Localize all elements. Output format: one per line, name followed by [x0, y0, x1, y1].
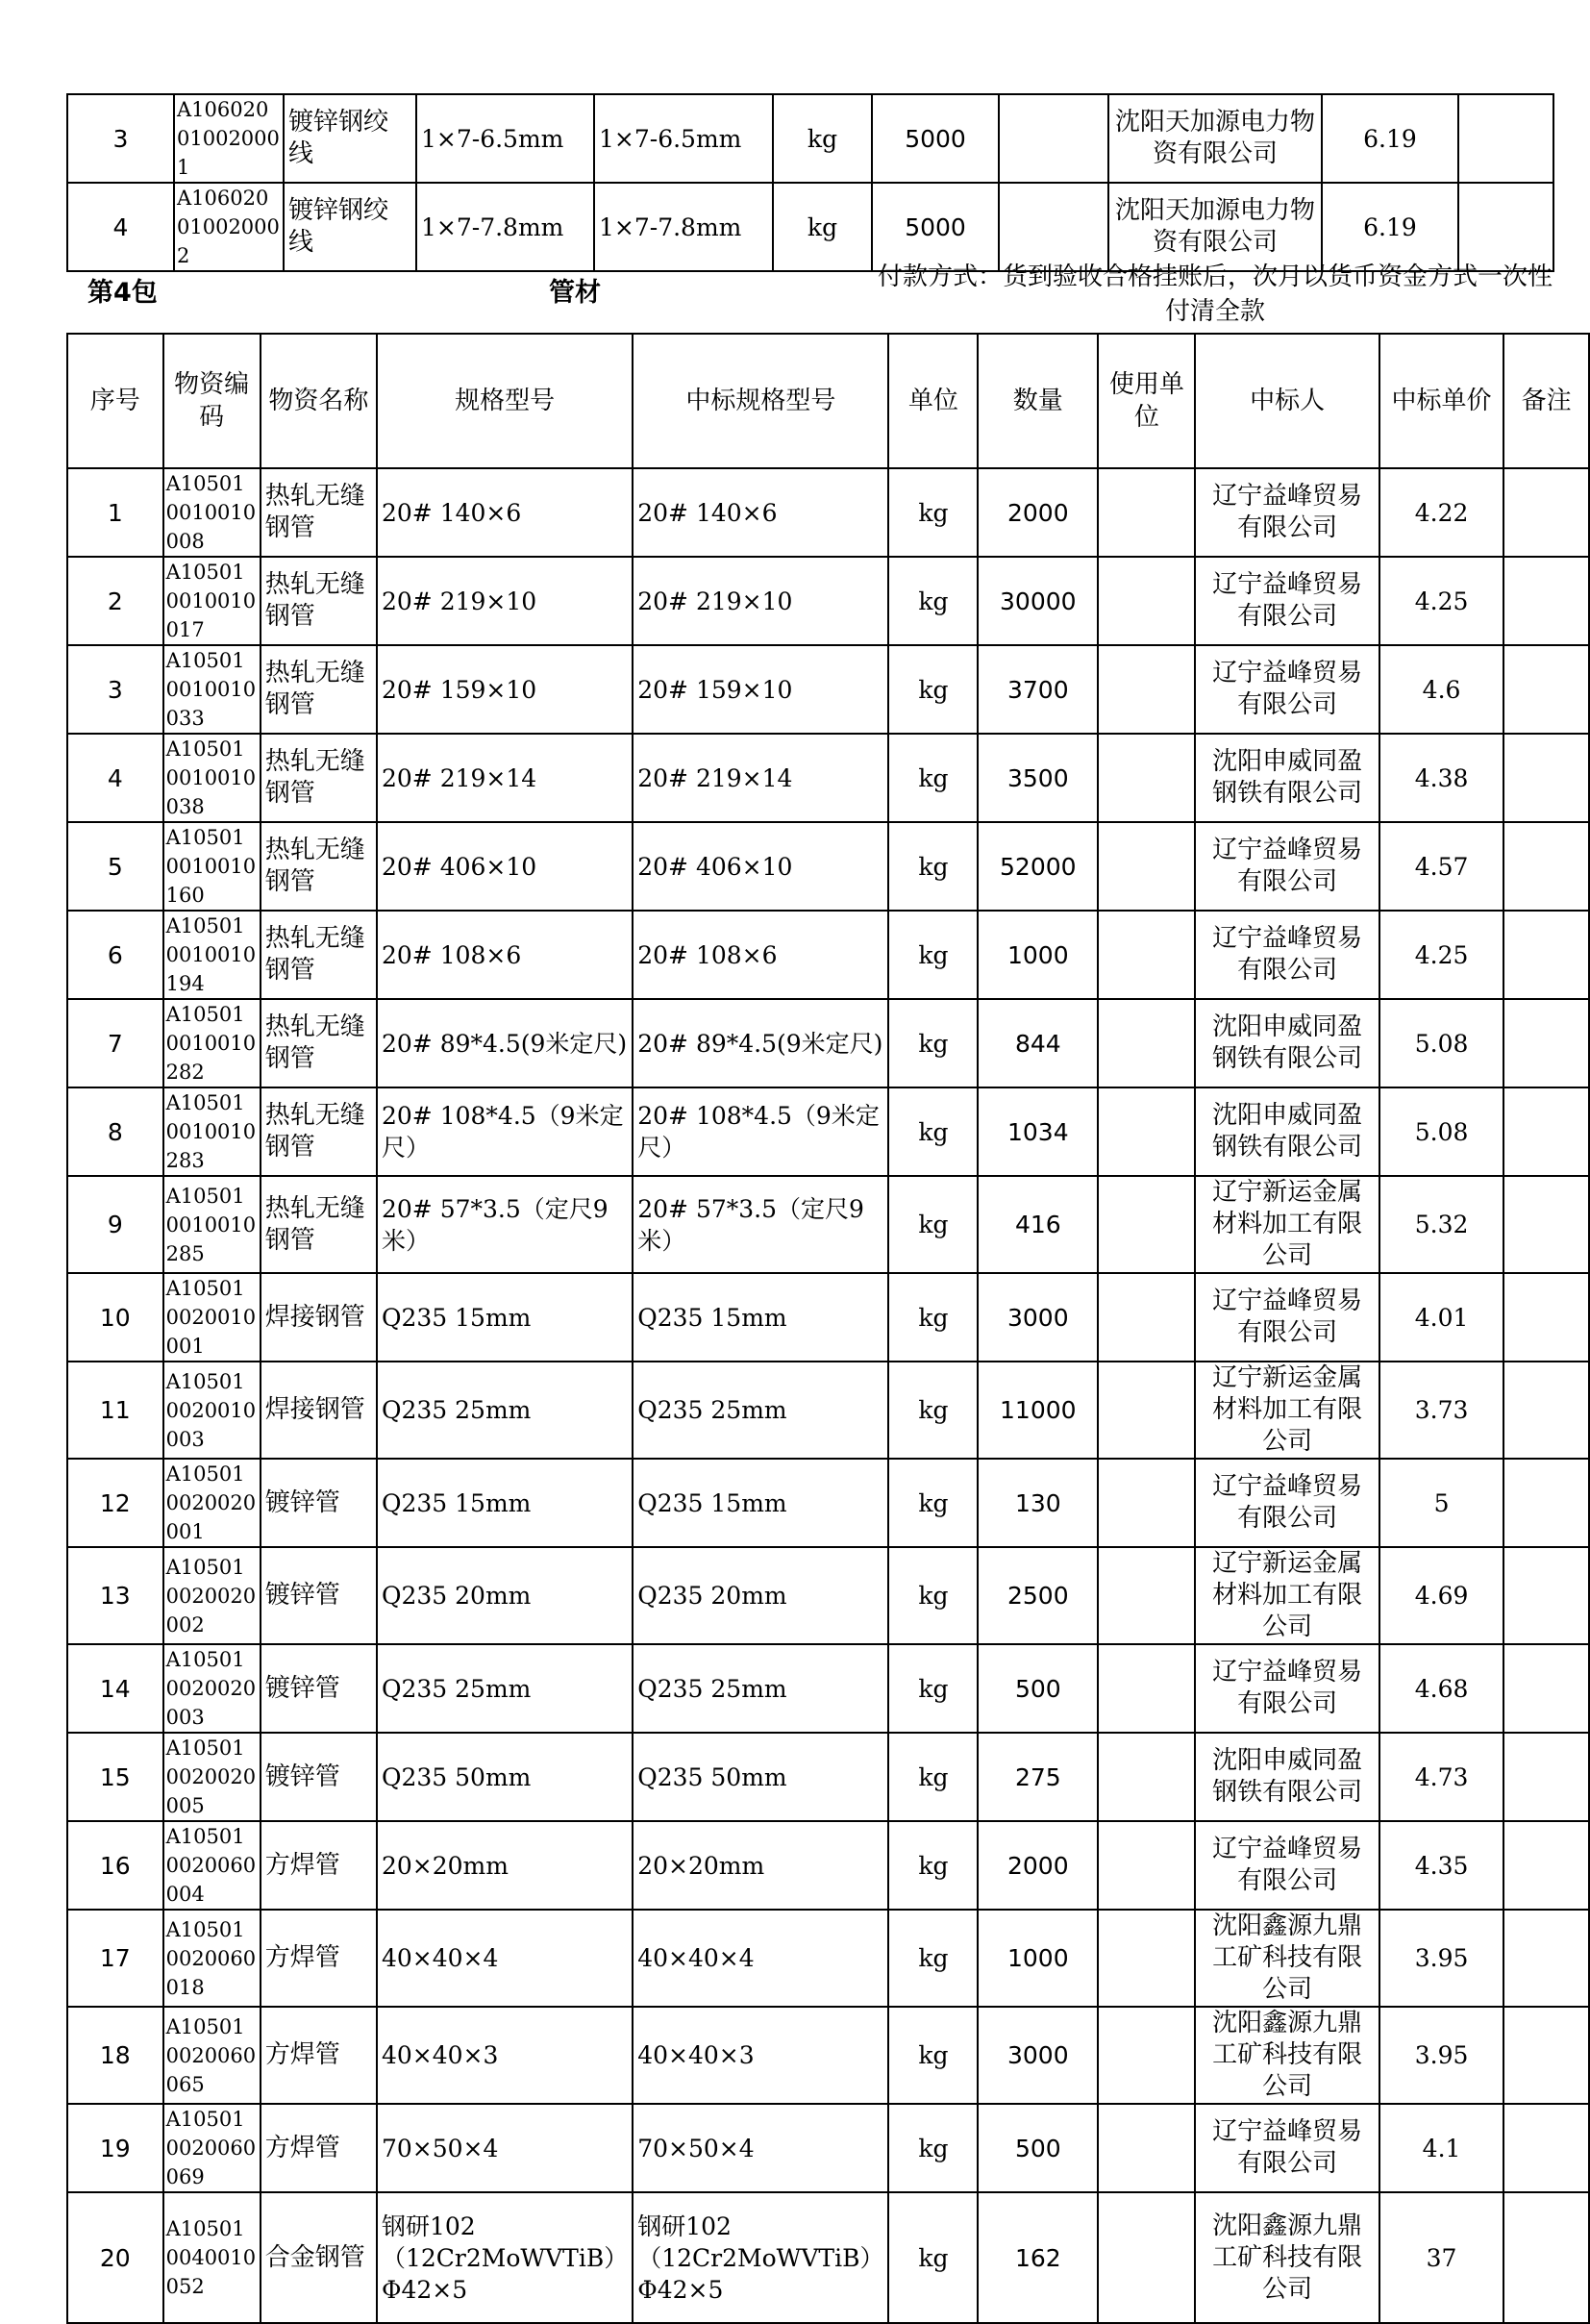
using-unit-cell: [1098, 1644, 1195, 1733]
quantity-cell: 500: [978, 2104, 1098, 2192]
quantity-cell: 3700: [978, 645, 1098, 734]
quantity-cell: 162: [978, 2192, 1098, 2323]
unit-cell: kg: [888, 1459, 978, 1547]
material-code-cell: A105010010010194: [163, 911, 261, 999]
bid-spec-cell: Q235 50mm: [633, 1733, 888, 1821]
using-unit-cell: [1098, 911, 1195, 999]
remark-cell: [1503, 1362, 1589, 1459]
unit-cell: kg: [888, 1821, 978, 1910]
using-unit-cell: [1098, 1176, 1195, 1273]
unit-price-cell: 3.73: [1379, 1362, 1503, 1459]
spec-cell: 1×7-7.8mm: [416, 183, 594, 271]
table-row: [67, 468, 1589, 557]
unit-cell: kg: [888, 1087, 978, 1176]
winning-bidder-cell: 辽宁新运金属材料加工有限公司: [1195, 1547, 1379, 1644]
column-header: 中标单价: [1379, 334, 1503, 468]
material-name-cell: 热轧无缝钢管: [261, 999, 377, 1087]
using-unit-cell: [1098, 734, 1195, 822]
material-name-cell: 热轧无缝钢管: [261, 1087, 377, 1176]
remark-cell: [1503, 911, 1589, 999]
table-row: [67, 1910, 1589, 2007]
row-number-cell: 15: [67, 1733, 163, 1821]
material-name-cell: 镀锌管: [261, 1644, 377, 1733]
quantity-cell: 844: [978, 999, 1098, 1087]
material-code-cell: A105010020060018: [163, 1910, 261, 2007]
quantity-cell: 1000: [978, 911, 1098, 999]
winning-bidder-cell: 辽宁新运金属材料加工有限公司: [1195, 1176, 1379, 1273]
material-name-cell: 焊接钢管: [261, 1362, 377, 1459]
using-unit-cell: [1098, 468, 1195, 557]
winning-bidder-cell: 沈阳申威同盈钢铁有限公司: [1195, 734, 1379, 822]
table-row: [67, 1821, 1589, 1910]
unit-cell: kg: [773, 94, 872, 183]
material-code-cell: A105010020020003: [163, 1644, 261, 1733]
column-header: 中标人: [1195, 334, 1379, 468]
table-row: [67, 1547, 1589, 1644]
remark-cell: [1503, 1459, 1589, 1547]
unit-price-cell: 4.25: [1379, 557, 1503, 645]
unit-cell: kg: [888, 645, 978, 734]
table-row: [67, 999, 1589, 1087]
remark-cell: [1503, 645, 1589, 734]
unit-cell: kg: [888, 1644, 978, 1733]
remark-cell: [1503, 734, 1589, 822]
row-number-cell: 6: [67, 911, 163, 999]
material-code-cell: A105010010010038: [163, 734, 261, 822]
row-number-cell: 3: [67, 94, 174, 183]
winning-bidder-cell: 辽宁益峰贸易有限公司: [1195, 2104, 1379, 2192]
unit-cell: kg: [888, 911, 978, 999]
unit-cell: kg: [888, 1362, 978, 1459]
table-row: [67, 1362, 1589, 1459]
remark-cell: [1503, 1176, 1589, 1273]
column-header: 物资编码: [163, 334, 261, 468]
table-row: [67, 2104, 1589, 2192]
spec-cell: 20# 406×10: [377, 822, 633, 911]
bid-spec-cell: 70×50×4: [633, 2104, 888, 2192]
table-row: [67, 1644, 1589, 1733]
material-code-cell: A105010020010001: [163, 1273, 261, 1362]
unit-price-cell: 4.22: [1379, 468, 1503, 557]
material-code-cell: A106020010020001: [174, 94, 284, 183]
spec-cell: 20# 108*4.5（9米定尺）: [377, 1087, 633, 1176]
column-header: 序号: [67, 334, 163, 468]
unit-cell: kg: [888, 2104, 978, 2192]
unit-price-cell: 3.95: [1379, 1910, 1503, 2007]
table-row: [67, 645, 1589, 734]
material-name-cell: 镀锌管: [261, 1733, 377, 1821]
bid-spec-cell: 20# 140×6: [633, 468, 888, 557]
material-name-cell: 镀锌钢绞线: [284, 183, 416, 271]
material-name-cell: 热轧无缝钢管: [261, 468, 377, 557]
unit-cell: kg: [888, 1176, 978, 1273]
remark-cell: [1503, 2007, 1589, 2104]
unit-price-cell: 4.25: [1379, 911, 1503, 999]
material-code-cell: A105010010010282: [163, 999, 261, 1087]
bid-spec-cell: Q235 25mm: [633, 1644, 888, 1733]
spec-cell: 20# 219×10: [377, 557, 633, 645]
spec-cell: Q235 25mm: [377, 1644, 633, 1733]
quantity-cell: 416: [978, 1176, 1098, 1273]
row-number-cell: 5: [67, 822, 163, 911]
unit-price-cell: 37: [1379, 2192, 1503, 2323]
material-name-cell: 方焊管: [261, 1910, 377, 2007]
bid-spec-cell: 1×7-7.8mm: [594, 183, 773, 271]
table-row: [67, 1273, 1589, 1362]
column-header: 规格型号: [377, 334, 633, 468]
spec-cell: Q235 15mm: [377, 1273, 633, 1362]
unit-price-cell: 4.73: [1379, 1733, 1503, 1821]
unit-cell: kg: [888, 1547, 978, 1644]
bid-spec-cell: 20# 159×10: [633, 645, 888, 734]
quantity-cell: 1034: [978, 1087, 1098, 1176]
quantity-cell: 3000: [978, 2007, 1098, 2104]
winning-bidder-cell: 辽宁益峰贸易有限公司: [1195, 1459, 1379, 1547]
package-header: [66, 260, 1553, 331]
using-unit-cell: [1098, 1087, 1195, 1176]
table-row: [67, 822, 1589, 911]
winning-bidder-cell: 辽宁新运金属材料加工有限公司: [1195, 1362, 1379, 1459]
using-unit-cell: [1098, 1910, 1195, 2007]
quantity-cell: 30000: [978, 557, 1098, 645]
unit-price-cell: 4.35: [1379, 1821, 1503, 1910]
unit-price-cell: 4.1: [1379, 2104, 1503, 2192]
spec-cell: 20# 219×14: [377, 734, 633, 822]
spec-cell: 20# 140×6: [377, 468, 633, 557]
remark-cell: [1503, 1821, 1589, 1910]
winning-bidder-cell: 辽宁益峰贸易有限公司: [1195, 468, 1379, 557]
winning-bidder-cell: 辽宁益峰贸易有限公司: [1195, 645, 1379, 734]
table-row: [67, 1087, 1589, 1176]
remark-cell: [1503, 2192, 1589, 2323]
bid-spec-cell: Q235 15mm: [633, 1459, 888, 1547]
unit-price-cell: 5: [1379, 1459, 1503, 1547]
row-number-cell: 13: [67, 1547, 163, 1644]
column-header: 单位: [888, 334, 978, 468]
quantity-cell: 2500: [978, 1547, 1098, 1644]
unit-cell: kg: [888, 557, 978, 645]
quantity-cell: 500: [978, 1644, 1098, 1733]
unit-cell: kg: [888, 2007, 978, 2104]
row-number-cell: 17: [67, 1910, 163, 2007]
remark-cell: [1503, 1273, 1589, 1362]
material-code-cell: A105010010010033: [163, 645, 261, 734]
table-row: [67, 2192, 1589, 2323]
material-code-cell: A105010010010017: [163, 557, 261, 645]
material-name-cell: 热轧无缝钢管: [261, 645, 377, 734]
using-unit-cell: [1098, 1362, 1195, 1459]
material-code-cell: A105010020020005: [163, 1733, 261, 1821]
winning-bidder-cell: 辽宁益峰贸易有限公司: [1195, 1821, 1379, 1910]
winning-bidder-cell: 沈阳鑫源九鼎工矿科技有限公司: [1195, 2192, 1379, 2323]
unit-price-cell: 4.57: [1379, 822, 1503, 911]
table-row: [67, 734, 1589, 822]
unit-cell: kg: [888, 2192, 978, 2323]
spec-cell: 20# 108×6: [377, 911, 633, 999]
bid-spec-cell: 20# 219×14: [633, 734, 888, 822]
quantity-cell: 52000: [978, 822, 1098, 911]
unit-price-cell: 3.95: [1379, 2007, 1503, 2104]
remark-cell: [1503, 468, 1589, 557]
bid-spec-cell: 1×7-6.5mm: [594, 94, 773, 183]
table-row: [67, 1733, 1589, 1821]
material-code-cell: A105010020060069: [163, 2104, 261, 2192]
material-name-cell: 热轧无缝钢管: [261, 1176, 377, 1273]
column-header: 备注: [1503, 334, 1589, 468]
unit-cell: kg: [888, 468, 978, 557]
winning-bidder-cell: 辽宁益峰贸易有限公司: [1195, 1644, 1379, 1733]
row-number-cell: 11: [67, 1362, 163, 1459]
material-name-cell: 合金钢管: [261, 2192, 377, 2323]
using-unit-cell: [1098, 557, 1195, 645]
bid-spec-cell: 20# 406×10: [633, 822, 888, 911]
unit-cell: kg: [773, 183, 872, 271]
row-number-cell: 8: [67, 1087, 163, 1176]
spec-cell: 1×7-6.5mm: [416, 94, 594, 183]
row-number-cell: 10: [67, 1273, 163, 1362]
material-name-cell: 镀锌管: [261, 1547, 377, 1644]
column-header: 物资名称: [261, 334, 377, 468]
using-unit-cell: [1098, 2192, 1195, 2323]
spec-cell: Q235 50mm: [377, 1733, 633, 1821]
bid-spec-cell: 20×20mm: [633, 1821, 888, 1910]
remark-cell: [1503, 557, 1589, 645]
quantity-cell: 2000: [978, 468, 1098, 557]
bid-spec-cell: Q235 15mm: [633, 1273, 888, 1362]
quantity-cell: 130: [978, 1459, 1098, 1547]
unit-price-cell: 5.32: [1379, 1176, 1503, 1273]
payment-terms: 付款方式：货到验收合格挂账后，次月以货币资金方式一次性付清全款: [877, 262, 1553, 326]
remark-cell: [1503, 822, 1589, 911]
winning-bidder-cell: 沈阳申威同盈钢铁有限公司: [1195, 1733, 1379, 1821]
winning-bidder-cell: 沈阳申威同盈钢铁有限公司: [1195, 1087, 1379, 1176]
using-unit-cell: [999, 94, 1108, 183]
spec-cell: Q235 25mm: [377, 1362, 633, 1459]
package-number: 第4包: [87, 278, 158, 308]
remark-cell: [1503, 1644, 1589, 1733]
remark-cell: [1503, 2104, 1589, 2192]
material-code-cell: A105010020020001: [163, 1459, 261, 1547]
material-code-cell: A105010040010052: [163, 2192, 261, 2323]
material-name-cell: 热轧无缝钢管: [261, 734, 377, 822]
unit-price-cell: 4.69: [1379, 1547, 1503, 1644]
quantity-cell: 2000: [978, 1821, 1098, 1910]
remark-cell: [1503, 1910, 1589, 2007]
quantity-cell: 11000: [978, 1362, 1098, 1459]
winning-bidder-cell: 沈阳天加源电力物资有限公司: [1108, 183, 1322, 271]
winning-bidder-cell: 沈阳鑫源九鼎工矿科技有限公司: [1195, 1910, 1379, 2007]
unit-price-cell: 4.6: [1379, 645, 1503, 734]
material-code-cell: A105010010010285: [163, 1176, 261, 1273]
row-number-cell: 4: [67, 183, 174, 271]
row-number-cell: 14: [67, 1644, 163, 1733]
material-code-cell: A105010010010008: [163, 468, 261, 557]
row-number-cell: 18: [67, 2007, 163, 2104]
using-unit-cell: [1098, 822, 1195, 911]
column-header: 数量: [978, 334, 1098, 468]
row-number-cell: 16: [67, 1821, 163, 1910]
quantity-cell: 5000: [872, 94, 999, 183]
table-row: [67, 2007, 1589, 2104]
unit-price-cell: 4.68: [1379, 1644, 1503, 1733]
bid-spec-cell: 钢研102（12Cr2MoWVTiB）Φ42×5: [633, 2192, 888, 2323]
material-name-cell: 方焊管: [261, 2007, 377, 2104]
spec-cell: 20# 159×10: [377, 645, 633, 734]
material-code-cell: A105010020060065: [163, 2007, 261, 2104]
material-name-cell: 方焊管: [261, 2104, 377, 2192]
quantity-cell: 1000: [978, 1910, 1098, 2007]
quantity-cell: 3500: [978, 734, 1098, 822]
material-name-cell: 镀锌管: [261, 1459, 377, 1547]
row-number-cell: 2: [67, 557, 163, 645]
winning-bidder-cell: 辽宁益峰贸易有限公司: [1195, 911, 1379, 999]
row-number-cell: 3: [67, 645, 163, 734]
spec-cell: 40×40×4: [377, 1910, 633, 2007]
winning-bidder-cell: 沈阳申威同盈钢铁有限公司: [1195, 999, 1379, 1087]
column-header: 使用单位: [1098, 334, 1195, 468]
material-code-cell: A105010020020002: [163, 1547, 261, 1644]
winning-bidder-cell: 辽宁益峰贸易有限公司: [1195, 557, 1379, 645]
material-name-cell: 镀锌钢绞线: [284, 94, 416, 183]
table-row: [67, 183, 1553, 271]
using-unit-cell: [1098, 1733, 1195, 1821]
using-unit-cell: [1098, 2104, 1195, 2192]
spec-cell: Q235 20mm: [377, 1547, 633, 1644]
row-number-cell: 12: [67, 1459, 163, 1547]
table-row: [67, 1459, 1589, 1547]
bid-spec-cell: Q235 20mm: [633, 1547, 888, 1644]
unit-cell: kg: [888, 1273, 978, 1362]
remark-cell: [1503, 1733, 1589, 1821]
spec-cell: 钢研102（12Cr2MoWVTiB）Φ42×5: [377, 2192, 633, 2323]
unit-price-cell: 5.08: [1379, 999, 1503, 1087]
bid-spec-cell: 20# 57*3.5（定尺9米）: [633, 1176, 888, 1273]
spec-cell: 20# 57*3.5（定尺9米）: [377, 1176, 633, 1273]
using-unit-cell: [1098, 1273, 1195, 1362]
using-unit-cell: [999, 183, 1108, 271]
remark-cell: [1503, 1547, 1589, 1644]
column-header: 中标规格型号: [633, 334, 888, 468]
remark-cell: [1503, 999, 1589, 1087]
using-unit-cell: [1098, 999, 1195, 1087]
spec-cell: Q235 15mm: [377, 1459, 633, 1547]
bid-spec-cell: Q235 25mm: [633, 1362, 888, 1459]
spec-cell: 70×50×4: [377, 2104, 633, 2192]
quantity-cell: 3000: [978, 1273, 1098, 1362]
unit-cell: kg: [888, 999, 978, 1087]
spec-cell: 20×20mm: [377, 1821, 633, 1910]
row-number-cell: 1: [67, 468, 163, 557]
table-header-row: [67, 334, 1589, 468]
table-row: [67, 557, 1589, 645]
quantity-cell: 5000: [872, 183, 999, 271]
spec-cell: 40×40×3: [377, 2007, 633, 2104]
unit-cell: kg: [888, 1910, 978, 2007]
unit-cell: kg: [888, 822, 978, 911]
unit-price-cell: 4.01: [1379, 1273, 1503, 1362]
bid-spec-cell: 20# 219×10: [633, 557, 888, 645]
unit-cell: kg: [888, 1733, 978, 1821]
package-4-table: [66, 333, 1590, 2324]
package-material: 管材: [549, 278, 601, 308]
row-number-cell: 9: [67, 1176, 163, 1273]
winning-bidder-cell: 辽宁益峰贸易有限公司: [1195, 1273, 1379, 1362]
unit-price-cell: 5.08: [1379, 1087, 1503, 1176]
table-row: [67, 94, 1553, 183]
spec-cell: 20# 89*4.5(9米定尺): [377, 999, 633, 1087]
remark-cell: [1458, 94, 1553, 183]
table-row: [67, 1176, 1589, 1273]
remark-cell: [1458, 183, 1553, 271]
unit-price-cell: 6.19: [1322, 183, 1458, 271]
material-name-cell: 方焊管: [261, 1821, 377, 1910]
using-unit-cell: [1098, 2007, 1195, 2104]
material-name-cell: 热轧无缝钢管: [261, 557, 377, 645]
table-row: [67, 911, 1589, 999]
using-unit-cell: [1098, 1547, 1195, 1644]
unit-price-cell: 4.38: [1379, 734, 1503, 822]
row-number-cell: 20: [67, 2192, 163, 2323]
bid-spec-cell: 40×40×4: [633, 1910, 888, 2007]
winning-bidder-cell: 沈阳鑫源九鼎工矿科技有限公司: [1195, 2007, 1379, 2104]
row-number-cell: 7: [67, 999, 163, 1087]
material-name-cell: 热轧无缝钢管: [261, 911, 377, 999]
material-name-cell: 热轧无缝钢管: [261, 822, 377, 911]
remark-cell: [1503, 1087, 1589, 1176]
material-code-cell: A105010010010160: [163, 822, 261, 911]
using-unit-cell: [1098, 1459, 1195, 1547]
quantity-cell: 275: [978, 1733, 1098, 1821]
using-unit-cell: [1098, 1821, 1195, 1910]
winning-bidder-cell: 沈阳天加源电力物资有限公司: [1108, 94, 1322, 183]
row-number-cell: 4: [67, 734, 163, 822]
bid-spec-cell: 40×40×3: [633, 2007, 888, 2104]
unit-price-cell: 6.19: [1322, 94, 1458, 183]
material-name-cell: 焊接钢管: [261, 1273, 377, 1362]
bid-spec-cell: 20# 89*4.5(9米定尺): [633, 999, 888, 1087]
row-number-cell: 19: [67, 2104, 163, 2192]
bid-spec-cell: 20# 108×6: [633, 911, 888, 999]
material-code-cell: A105010020010003: [163, 1362, 261, 1459]
using-unit-cell: [1098, 645, 1195, 734]
previous-package-table: [66, 93, 1554, 272]
bid-spec-cell: 20# 108*4.5（9米定尺）: [633, 1087, 888, 1176]
winning-bidder-cell: 辽宁益峰贸易有限公司: [1195, 822, 1379, 911]
material-code-cell: A105010020060004: [163, 1821, 261, 1910]
unit-cell: kg: [888, 734, 978, 822]
material-code-cell: A105010010010283: [163, 1087, 261, 1176]
material-code-cell: A106020010020002: [174, 183, 284, 271]
